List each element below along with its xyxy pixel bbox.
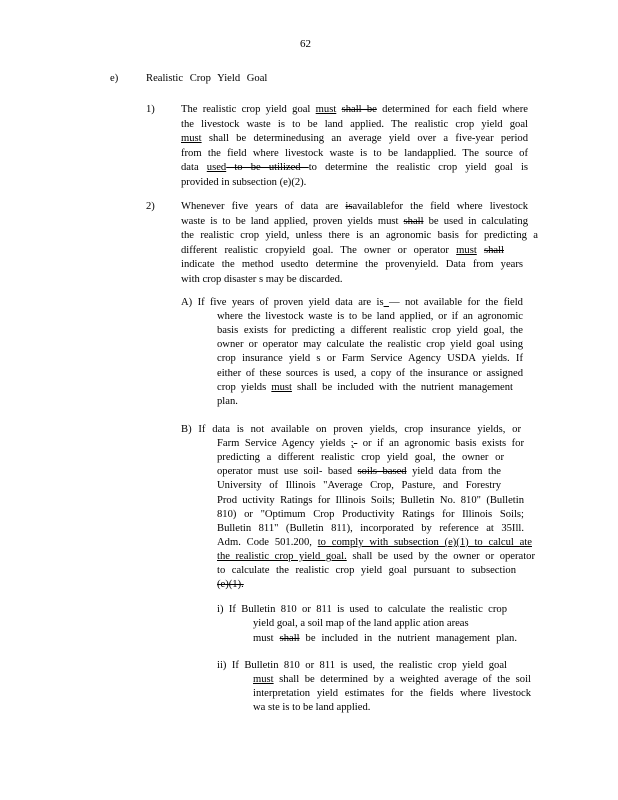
text-run: shall be determinedusing an average yield over a five-year period <box>201 133 528 145</box>
sub-b-line <box>181 423 521 436</box>
sub-i-line <box>253 632 517 645</box>
section-title: Realistic Crop Yield Goal <box>146 73 268 84</box>
text-run: either of these sources is used, a copy of the insurance or assigned <box>217 367 523 379</box>
text-run: 810) or "Optimum Crop Productivity Ratings for Illinois Soils; <box>217 508 524 520</box>
text-run: interpretation yield estimates for the fields where livestock <box>253 688 531 699</box>
sub-b-line <box>217 522 524 535</box>
text-run: i) If Bulletin 810 or 811 is used to calculate the realistic crop <box>217 604 507 615</box>
text-run: yield data from the <box>406 466 501 478</box>
inserted-text: used <box>206 162 227 174</box>
text-run: operator must use soil- based <box>217 466 358 478</box>
para1-line <box>181 176 306 189</box>
sub-a-line <box>217 367 523 380</box>
para2-line <box>181 215 528 228</box>
sub-b-line <box>217 437 524 450</box>
para2-line <box>181 258 523 271</box>
sub-a-line <box>217 395 238 408</box>
text-run: yield goal, a soil map of the land applic ation areas <box>253 618 469 630</box>
deleted-text: to be utilized <box>226 162 309 174</box>
para-2-marker: 2) <box>146 201 155 212</box>
text-run: Prod uctivity Ratings for Illinois Soils; Bulletin No. 810" (Bulletin <box>217 494 524 506</box>
sub-ii-line <box>253 673 531 686</box>
inserted-text: must <box>315 104 337 115</box>
text-run: Adm. Code 501.200, <box>217 536 318 548</box>
text-run: the realistic crop yield, unless there is an agronomic basis for predicting a <box>181 230 538 242</box>
para2-line <box>181 200 528 213</box>
deleted-text: shall be <box>341 104 377 115</box>
text-run: the livestock waste is to be land applied. The realistic crop yield goal <box>181 118 528 130</box>
inserted-text: to comply with subsection (e)(1) to calcul ate <box>317 536 532 548</box>
text-run: availablefor the field where livestock <box>352 201 528 212</box>
sub-b-line <box>217 564 516 577</box>
text-run: where the livestock waste is to be land applied, or if an agronomic <box>217 311 523 323</box>
text-run: with crop disaster s may be discarded. <box>181 274 343 285</box>
text-run: Farm Service Agency yields <box>217 438 351 450</box>
inserted-text: must <box>181 133 202 145</box>
text-run: crop insurance yield s or Farm Service Agency USDA yields. If <box>217 353 523 365</box>
sub-ii-line <box>253 701 370 714</box>
text-run <box>477 245 484 256</box>
text-run: be used in calculating <box>423 215 528 227</box>
sub-a-line <box>217 352 523 365</box>
text-run: wa ste is to be land applied. <box>253 702 371 713</box>
deleted-text: shall <box>483 244 504 256</box>
inserted-text: must <box>271 381 292 393</box>
sub-a-line <box>217 381 513 394</box>
deleted-text: - <box>353 438 358 450</box>
inserted-text: must <box>253 674 274 685</box>
text-run: be included in the nutrient management plan. <box>299 632 517 644</box>
sub-i-line <box>253 617 469 630</box>
sub-a-line <box>217 310 523 323</box>
deleted-text: (e)(1). <box>217 579 244 591</box>
para1-line <box>181 103 528 116</box>
text-run: shall be determined by a weighted average of the soil <box>273 674 531 685</box>
text-run: basis exists for predicting a different realistic crop yield goal, the <box>217 325 523 337</box>
text-run: University of Illinois "Average Crop, Pasture, and Forestry <box>217 480 501 492</box>
para1-line <box>181 132 528 145</box>
sub-ii-line <box>217 659 507 672</box>
text-run: Whenever five years of data are <box>181 201 346 212</box>
text-run: shall be used by the owner or operator <box>346 550 535 562</box>
para2-line <box>181 229 538 242</box>
text-run: Bulletin 811" (Bulletin 811), incorporated by reference at 35Ill. <box>217 522 524 534</box>
text-run: shall be included with the nutrient management <box>291 381 513 393</box>
text-run: — not available for the field <box>388 297 523 308</box>
text-run: A) If five years of proven yield data are is <box>181 297 384 308</box>
text-run: ii) If Bulletin 810 or 811 is used, the realistic crop yield goal <box>217 660 507 671</box>
para1-line <box>181 161 528 174</box>
text-run: B) If data is not available on proven yields, crop insurance yields, or <box>181 424 521 435</box>
deleted-text: shall <box>403 215 424 227</box>
text-run: indicate the method usedto determine the provenyield. Data from years <box>181 259 523 271</box>
sub-b-line <box>217 465 501 478</box>
text-run: to determine the realistic crop yield goal is <box>308 162 529 174</box>
text-run: plan. <box>217 395 238 407</box>
sub-b-line <box>217 451 504 464</box>
deleted-text: is <box>345 201 353 212</box>
text-run: or if an agronomic basis exists for <box>357 438 524 450</box>
para2-line <box>181 273 343 286</box>
text-run: to calculate the realistic crop yield goal pursuant to subsection <box>217 565 516 576</box>
section-marker: e) <box>110 73 119 84</box>
sub-b-line <box>217 536 532 549</box>
sub-b-line <box>217 578 244 591</box>
para1-line <box>181 147 528 160</box>
page-number: 62 <box>300 38 311 50</box>
sub-a-line <box>217 324 523 337</box>
text-run: waste is to be land applied, proven yields must <box>181 215 404 227</box>
text-run: data <box>181 162 207 174</box>
sub-a-line <box>181 296 523 309</box>
para-1-marker: 1) <box>146 104 155 115</box>
deleted-text: soils based <box>357 466 407 478</box>
sub-b-line <box>217 494 524 507</box>
inserted-text: ; <box>350 438 354 450</box>
sub-b-line <box>217 479 501 492</box>
text-run: must <box>253 632 280 644</box>
text-run: owner or operator may calculate the realistic crop yield goal using <box>217 339 523 351</box>
sub-ii-line <box>253 687 531 700</box>
text-run: determined for each field where <box>376 104 528 115</box>
text-run: crop yields <box>217 381 272 393</box>
text-run: provided in subsection (e)(2). <box>181 177 307 188</box>
para2-line <box>181 244 504 257</box>
deleted-text: shall <box>279 632 300 644</box>
sub-a-line <box>217 338 523 351</box>
sub-b-line <box>217 550 535 563</box>
text-run: predicting a different realistic crop yield goal, the owner or <box>217 452 504 464</box>
para1-line <box>181 118 528 131</box>
text-run: The realistic crop yield goal <box>181 104 316 115</box>
text-run: different realistic cropyield goal. The owner or operator <box>181 244 457 256</box>
text-run: from the field where livestock waste is to be landapplied. The source of <box>181 147 528 159</box>
sub-i-line <box>217 603 507 616</box>
inserted-text: the realistic crop yield goal. <box>217 550 347 562</box>
sub-b-line <box>217 508 524 521</box>
inserted-text: must <box>456 244 477 256</box>
